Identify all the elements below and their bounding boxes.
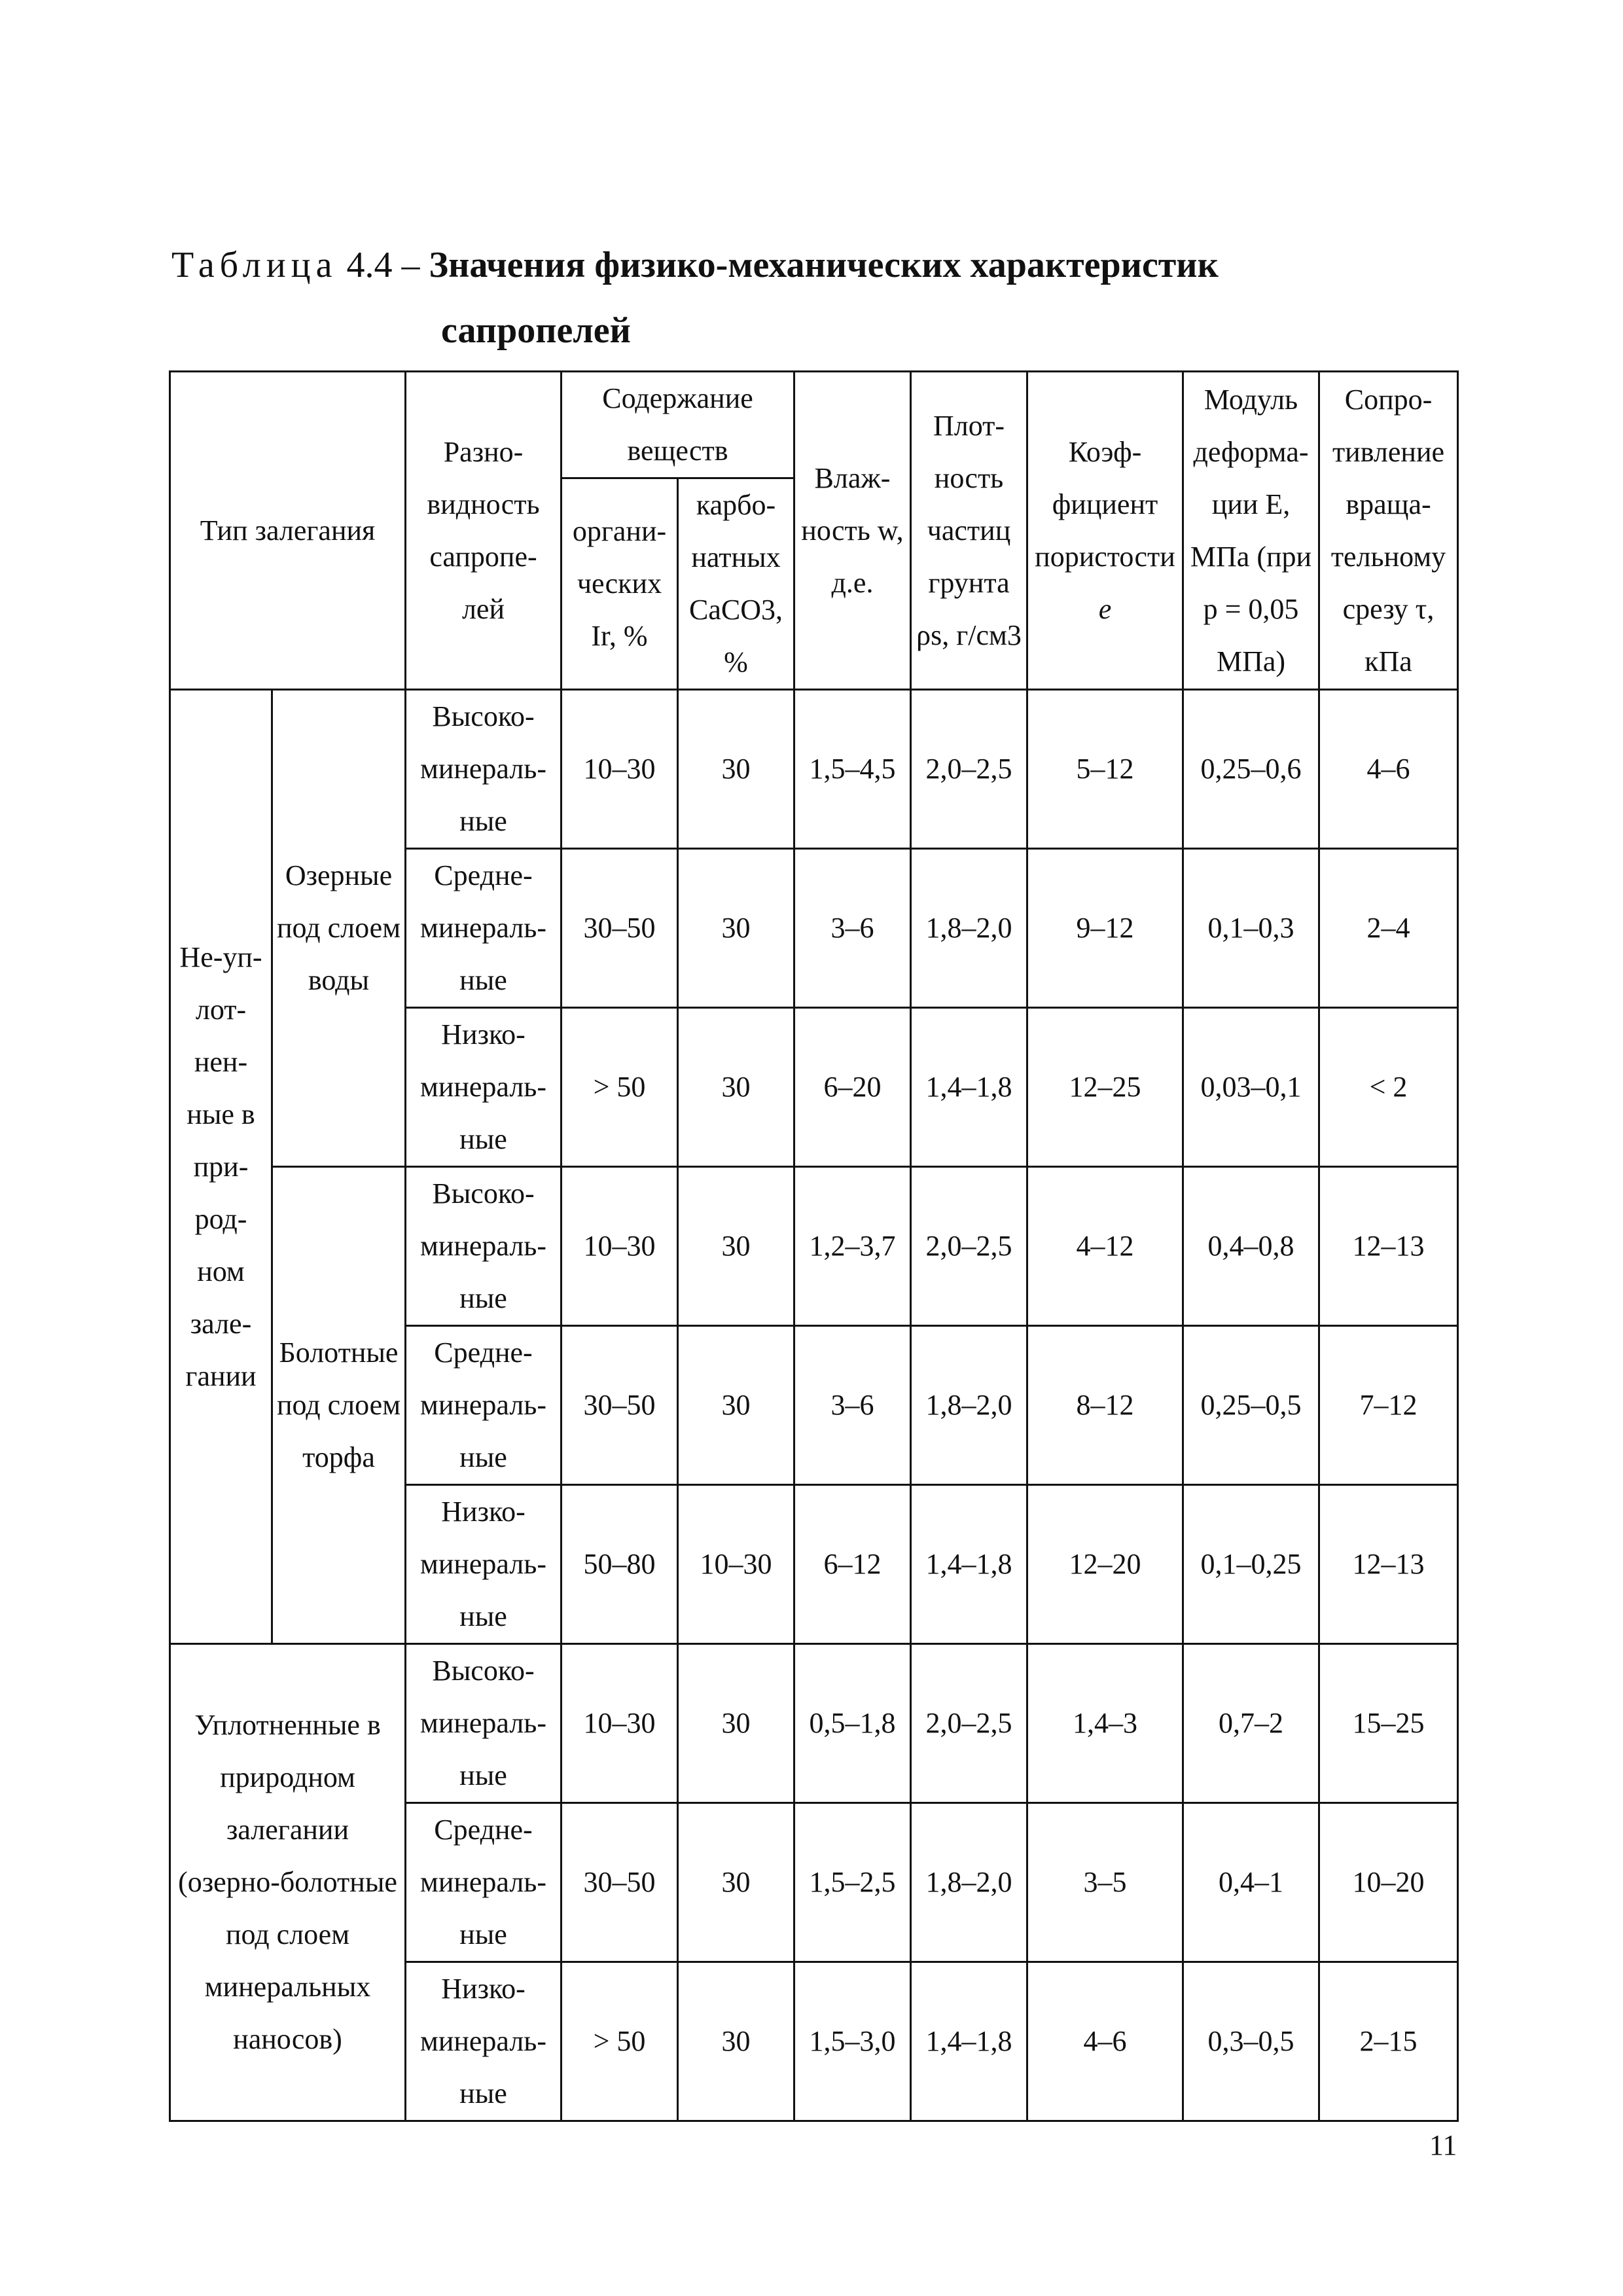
carbonate-cell: 10–30 [678, 1485, 794, 1644]
carbonate-cell: 30 [678, 849, 794, 1008]
density-cell: 1,8–2,0 [911, 1326, 1027, 1485]
shear-cell: 12–13 [1319, 1485, 1458, 1644]
moisture-cell: 1,5–2,5 [794, 1803, 911, 1962]
carbonate-cell: 30 [678, 1644, 794, 1803]
variety-line: минераль- [419, 1548, 547, 1580]
porosity-cell: 9–12 [1027, 849, 1183, 1008]
porosity-cell: 3–5 [1027, 1803, 1183, 1962]
density-cell: 1,4–1,8 [911, 1485, 1027, 1644]
variety-cell [406, 849, 562, 1008]
group-consolidated: Уплотненные в природном залегании (озерно-болотные под слоем минеральных наносов) [170, 1644, 406, 2121]
group-unconsolidated: Не-уп-лот-нен-ные в при-род-ном зале-гании [170, 690, 272, 1644]
porosity-cell: 1,4–3 [1027, 1644, 1183, 1803]
header-porosity-label: Коэф-фициент пористости [1035, 435, 1175, 573]
subgroup-swamp: Болотные под слоем торфа [272, 1167, 406, 1644]
variety-line: минераль- [419, 2025, 547, 2057]
variety-line: минераль- [419, 1707, 547, 1739]
carbonate-cell: 30 [678, 1008, 794, 1167]
variety-cell [406, 690, 562, 849]
density-cell: 2,0–2,5 [911, 1167, 1027, 1326]
header-modulus-unit: МПа (при [1190, 540, 1312, 573]
variety-line: Низко- [441, 1018, 526, 1050]
carbonate-cell: 30 [678, 1962, 794, 2121]
table-body [170, 372, 1458, 2121]
variety-line: ные [459, 1759, 507, 1791]
header-moisture-label: Влаж-ность w, [801, 461, 904, 547]
variety-line: ные [459, 1282, 507, 1314]
density-cell: 1,4–1,8 [911, 1008, 1027, 1167]
moisture-cell: 6–12 [794, 1485, 911, 1644]
moisture-cell: 0,5–1,8 [794, 1644, 911, 1803]
header-density-label: Плот-ность частиц грунта [927, 409, 1011, 599]
caption-title-line2: сапропелей [441, 310, 631, 351]
density-cell: 1,8–2,0 [911, 849, 1027, 1008]
moisture-cell: 1,2–3,7 [794, 1167, 911, 1326]
modulus-cell: 0,4–1 [1183, 1803, 1319, 1962]
table-row [170, 1167, 1458, 1326]
carbonate-cell: 30 [678, 1326, 794, 1485]
modulus-cell: 0,03–0,1 [1183, 1008, 1319, 1167]
variety-line: Высоко- [432, 700, 535, 732]
modulus-cell: 0,1–0,3 [1183, 849, 1319, 1008]
variety-line: Низко- [441, 1496, 526, 1528]
density-cell: 2,0–2,5 [911, 690, 1027, 849]
modulus-cell: 0,4–0,8 [1183, 1167, 1319, 1326]
carbonate-cell: 30 [678, 690, 794, 849]
moisture-cell: 3–6 [794, 849, 911, 1008]
caption-number: 4.4 – [346, 245, 420, 285]
moisture-cell: 1,5–4,5 [794, 690, 911, 849]
header-modulus [1183, 372, 1319, 690]
table-row [170, 1644, 1458, 1803]
porosity-cell: 4–12 [1027, 1167, 1183, 1326]
carbonate-cell: 30 [678, 1167, 794, 1326]
header-carbonate-unit: % [724, 646, 748, 678]
organic-cell: 10–30 [562, 1167, 678, 1326]
variety-line: ные [459, 805, 507, 837]
density-cell: 1,4–1,8 [911, 1962, 1027, 2121]
organic-cell: 50–80 [562, 1485, 678, 1644]
header-density [911, 372, 1027, 690]
shear-cell: 2–15 [1319, 1962, 1458, 2121]
shear-cell: 15–25 [1319, 1644, 1458, 1803]
organic-cell: 10–30 [562, 1644, 678, 1803]
porosity-cell: 5–12 [1027, 690, 1183, 849]
shear-cell: < 2 [1319, 1008, 1458, 1167]
header-porosity [1027, 372, 1183, 690]
variety-line: минераль- [419, 753, 547, 785]
variety-line: Низко- [441, 1973, 526, 2005]
variety-cell [406, 1008, 562, 1167]
variety-line: Средне- [434, 859, 533, 891]
caption-prefix: Таблица [171, 245, 338, 285]
caption-title-line1: Значения физико-механических характеристик [429, 245, 1219, 285]
table-row [170, 690, 1458, 849]
organic-cell: 30–50 [562, 1803, 678, 1962]
density-cell: 2,0–2,5 [911, 1644, 1027, 1803]
variety-cell [406, 1962, 562, 2121]
porosity-cell: 12–25 [1027, 1008, 1183, 1167]
modulus-cell: 0,7–2 [1183, 1644, 1319, 1803]
header-density-unit: ρs, г/см3 [916, 619, 1022, 651]
header-carbonate-formula: CaCO3, [689, 594, 783, 626]
moisture-cell: 3–6 [794, 1326, 911, 1485]
variety-line: Высоко- [432, 1655, 535, 1687]
header-modulus-pressure: p = 0,05 [1203, 592, 1299, 625]
header-type: Тип залегания [170, 372, 406, 690]
density-cell: 1,8–2,0 [911, 1803, 1027, 1962]
variety-line: Высоко- [432, 1177, 535, 1210]
header-shear: Сопро-тивление враща-тельному срезу τ, кПа [1319, 372, 1458, 690]
header-organic-unit: Ir, % [591, 620, 648, 652]
variety-line: ные [459, 1918, 507, 1950]
organic-cell: 30–50 [562, 849, 678, 1008]
header-row [170, 372, 1458, 478]
variety-line: ные [459, 964, 507, 996]
organic-cell: 10–30 [562, 690, 678, 849]
variety-line: Средне- [434, 1336, 533, 1369]
header-moisture [794, 372, 911, 690]
variety-cell [406, 1644, 562, 1803]
moisture-cell: 6–20 [794, 1008, 911, 1167]
shear-cell: 10–20 [1319, 1803, 1458, 1962]
porosity-cell: 8–12 [1027, 1326, 1183, 1485]
shear-cell: 2–4 [1319, 849, 1458, 1008]
variety-line: минераль- [419, 1071, 547, 1103]
modulus-cell: 0,25–0,6 [1183, 690, 1319, 849]
table-caption [171, 232, 1474, 363]
organic-cell: > 50 [562, 1008, 678, 1167]
header-modulus-label: Модуль деформа-ции E, [1193, 383, 1309, 520]
shear-cell: 7–12 [1319, 1326, 1458, 1485]
header-moisture-unit: д.е. [831, 566, 874, 599]
variety-line: ные [459, 2077, 507, 2109]
variety-line: ные [459, 1123, 507, 1155]
header-carbonate-label: карбо-натных [691, 489, 781, 573]
shear-cell: 4–6 [1319, 690, 1458, 849]
properties-table [169, 370, 1459, 2122]
header-organic [562, 478, 678, 690]
variety-cell [406, 1167, 562, 1326]
variety-cell [406, 1803, 562, 1962]
subgroup-lake: Озерные под слоем воды [272, 690, 406, 1167]
porosity-cell: 12–20 [1027, 1485, 1183, 1644]
variety-line: ные [459, 1600, 507, 1632]
header-content: Содержание веществ [562, 372, 794, 478]
variety-cell [406, 1485, 562, 1644]
modulus-cell: 0,3–0,5 [1183, 1962, 1319, 2121]
variety-cell [406, 1326, 562, 1485]
variety-line: минераль- [419, 1866, 547, 1898]
variety-line: Средне- [434, 1814, 533, 1846]
header-organic-label: органи-ческих [572, 515, 667, 600]
modulus-cell: 0,1–0,25 [1183, 1485, 1319, 1644]
organic-cell: > 50 [562, 1962, 678, 2121]
moisture-cell: 1,5–3,0 [794, 1962, 911, 2121]
header-modulus-close: МПа) [1216, 645, 1286, 677]
modulus-cell: 0,25–0,5 [1183, 1326, 1319, 1485]
header-carbonate [678, 478, 794, 690]
page-number: 11 [1429, 2129, 1457, 2161]
variety-line: минераль- [419, 1230, 547, 1262]
shear-cell: 12–13 [1319, 1167, 1458, 1326]
header-variety: Разно-видность сапропе-лей [406, 372, 562, 690]
variety-line: минераль- [419, 912, 547, 944]
carbonate-cell: 30 [678, 1803, 794, 1962]
variety-line: минераль- [419, 1389, 547, 1421]
porosity-cell: 4–6 [1027, 1962, 1183, 2121]
organic-cell: 30–50 [562, 1326, 678, 1485]
variety-line: ные [459, 1441, 507, 1473]
header-porosity-symbol: e [1098, 592, 1112, 625]
